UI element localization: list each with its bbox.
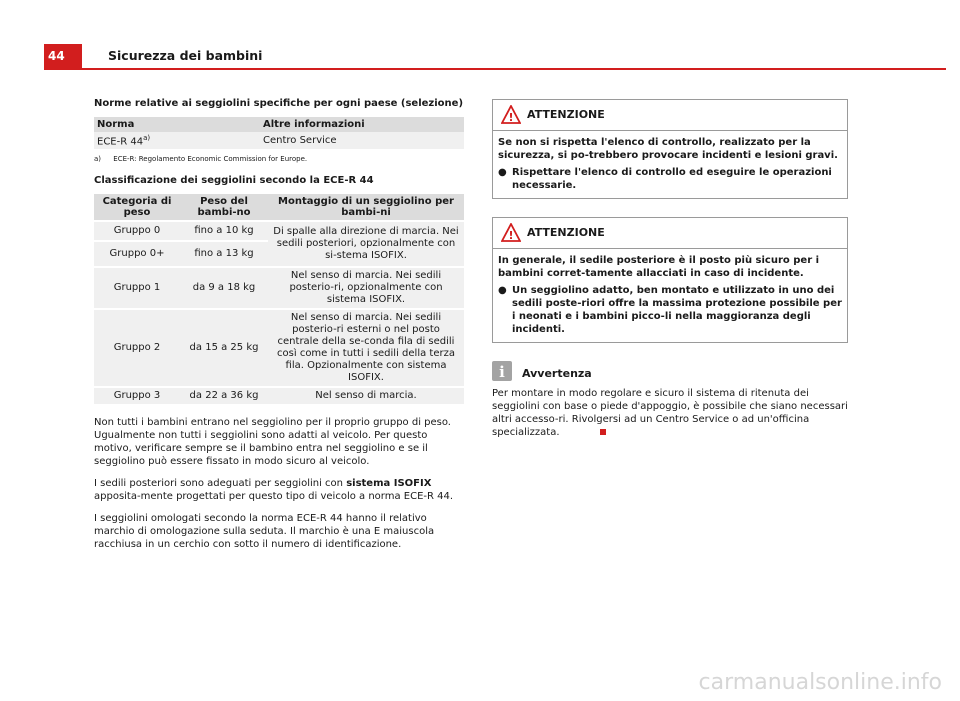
right-column: [492, 99, 848, 439]
table-row: [94, 221, 464, 241]
table-row: [94, 387, 464, 404]
class-cell-mounting: Di spalle alla direzione di marcia. Nei sedili posteriori, opzionalmente con si-stema ISOFIX.: [268, 221, 464, 267]
norms-table: [94, 117, 464, 149]
page-header: [44, 44, 946, 70]
warning-title: ATTENZIONE: [527, 226, 605, 239]
paragraph-weight-groups: Non tutti i bambini entrano nel seggiolino per il proprio gruppo di peso. Ugualmente non tutti i seggiolini sono adatti al veicolo. Per questo motivo, verificare sempre se il bambino entra nel seggiolino e se il seggiolino può essere fissato in modo sicuro al veicolo.: [94, 417, 451, 468]
section-heading-classification: Classificazione dei seggiolini secondo la ECE-R 44: [94, 175, 374, 187]
warning-box-rear-seat: [492, 217, 848, 343]
footnote: [94, 155, 464, 163]
table-row: [94, 267, 464, 309]
bullet-icon: ●: [498, 285, 507, 296]
classification-table: [94, 194, 464, 404]
section-end-marker: [600, 429, 606, 435]
svg-text:i: i: [499, 363, 505, 381]
norms-cell-norma: ECE-R 44$^{a)}$: [94, 132, 260, 149]
class-cell-weight: fino a 10 kg: [180, 221, 268, 241]
footnote-ref: a): [143, 134, 151, 142]
footnote-mark: a): [94, 155, 102, 164]
class-cell-category: Gruppo 3: [94, 387, 180, 404]
class-cell-category: Gruppo 2: [94, 309, 180, 387]
class-cell-category: Gruppo 1: [94, 267, 180, 309]
section-heading-norms: Norme relative ai seggiolini specifiche per ogni paese (selezione): [94, 98, 464, 109]
note-title: Avvertenza: [522, 367, 592, 380]
class-cell-weight: da 15 a 25 kg: [180, 309, 268, 387]
warning-bullet: ● Rispettare l'elenco di controllo ed eseguire le operazioni necessarie.: [498, 167, 832, 191]
left-column: [94, 98, 464, 560]
class-cell-weight: da 22 a 36 kg: [180, 387, 268, 404]
warning-title: ATTENZIONE: [527, 108, 605, 121]
svg-text:!: !: [508, 111, 514, 124]
note-icon: [492, 361, 512, 381]
class-cell-category: Gruppo 0+: [94, 241, 180, 267]
page-title: Sicurezza dei bambini: [108, 48, 263, 63]
norms-cell-info: Centro Service: [260, 132, 464, 149]
class-cell-category: Gruppo 0: [94, 221, 180, 241]
class-header-mounting: Montaggio di un seggiolino per bambi-ni: [268, 194, 464, 221]
class-cell-mounting: Nel senso di marcia.: [268, 387, 464, 404]
warning-icon: [501, 223, 521, 243]
warning-text: In generale, il sedile posteriore è il posto più sicuro per i bambini corret-tamente allacciati in caso di incidente.: [498, 255, 820, 279]
class-cell-weight: da 9 a 18 kg: [180, 267, 268, 309]
svg-text:!: !: [508, 229, 514, 242]
table-row: [94, 132, 464, 149]
note-header: [492, 361, 848, 385]
page-number: 44: [44, 44, 82, 68]
norms-header-norma: Norma: [94, 117, 260, 132]
warning-bullet: ● Un seggiolino adatto, ben montato e utilizzato in uno dei sedili poste-riori offre la massima protezione possibile per i neonati e i bambini picco-li nella maggioranza degli incidenti.: [498, 285, 842, 335]
isofix-emphasis: sistema ISOFIX: [346, 478, 432, 490]
class-cell-mounting: Nel senso di marcia. Nei sedili posterio-ri, opzionalmente con sistema ISOFIX.: [268, 267, 464, 309]
table-row: [94, 309, 464, 387]
paragraph-isofix: I sedili posteriori sono adeguati per seggiolini con sistema ISOFIX apposita-mente progettati per questo tipo di veicolo a norma ECE-R 44.: [94, 478, 454, 503]
class-header-category: Categoria di peso: [94, 194, 180, 221]
bullet-icon: ●: [498, 167, 507, 178]
norms-header-info: Altre informazioni: [260, 117, 464, 132]
paragraph-approval-mark: I seggiolini omologati secondo la norma ECE-R 44 hanno il relativo marchio di omologazione sulla seduta. Il marchio è una E maiuscola racchiusa in un cerchio con sotto il numero di identificazione.: [94, 513, 435, 551]
class-header-weight: Peso del bambi-no: [180, 194, 268, 221]
class-cell-mounting: Nel senso di marcia. Nei sedili posterio-ri esterni o nel posto centrale della se-conda fila di sedili così come in tutti i sedili della terza fila. Opzionalmente con sistema ISOFIX.: [268, 309, 464, 387]
note-text: Per montare in modo regolare e sicuro il sistema di ritenuta dei seggiolini con base o piede d'appoggio, è possibile che siano necessari altri accesso-ri. Rivolgersi ad un Centro Service o ad un'officina specializzata.: [492, 388, 848, 438]
warning-text: Se non si rispetta l'elenco di controllo, realizzato per la sicurezza, si po-trebbero provocare incidenti e lesioni gravi.: [498, 137, 838, 161]
watermark: carmanualsonline.info: [698, 670, 942, 695]
footnote-text: ECE-R: Regolamento Economic Commission for Europe.: [113, 155, 308, 164]
class-cell-weight: fino a 13 kg: [180, 241, 268, 267]
warning-icon: [501, 105, 521, 125]
warning-box-checklist: [492, 99, 848, 199]
